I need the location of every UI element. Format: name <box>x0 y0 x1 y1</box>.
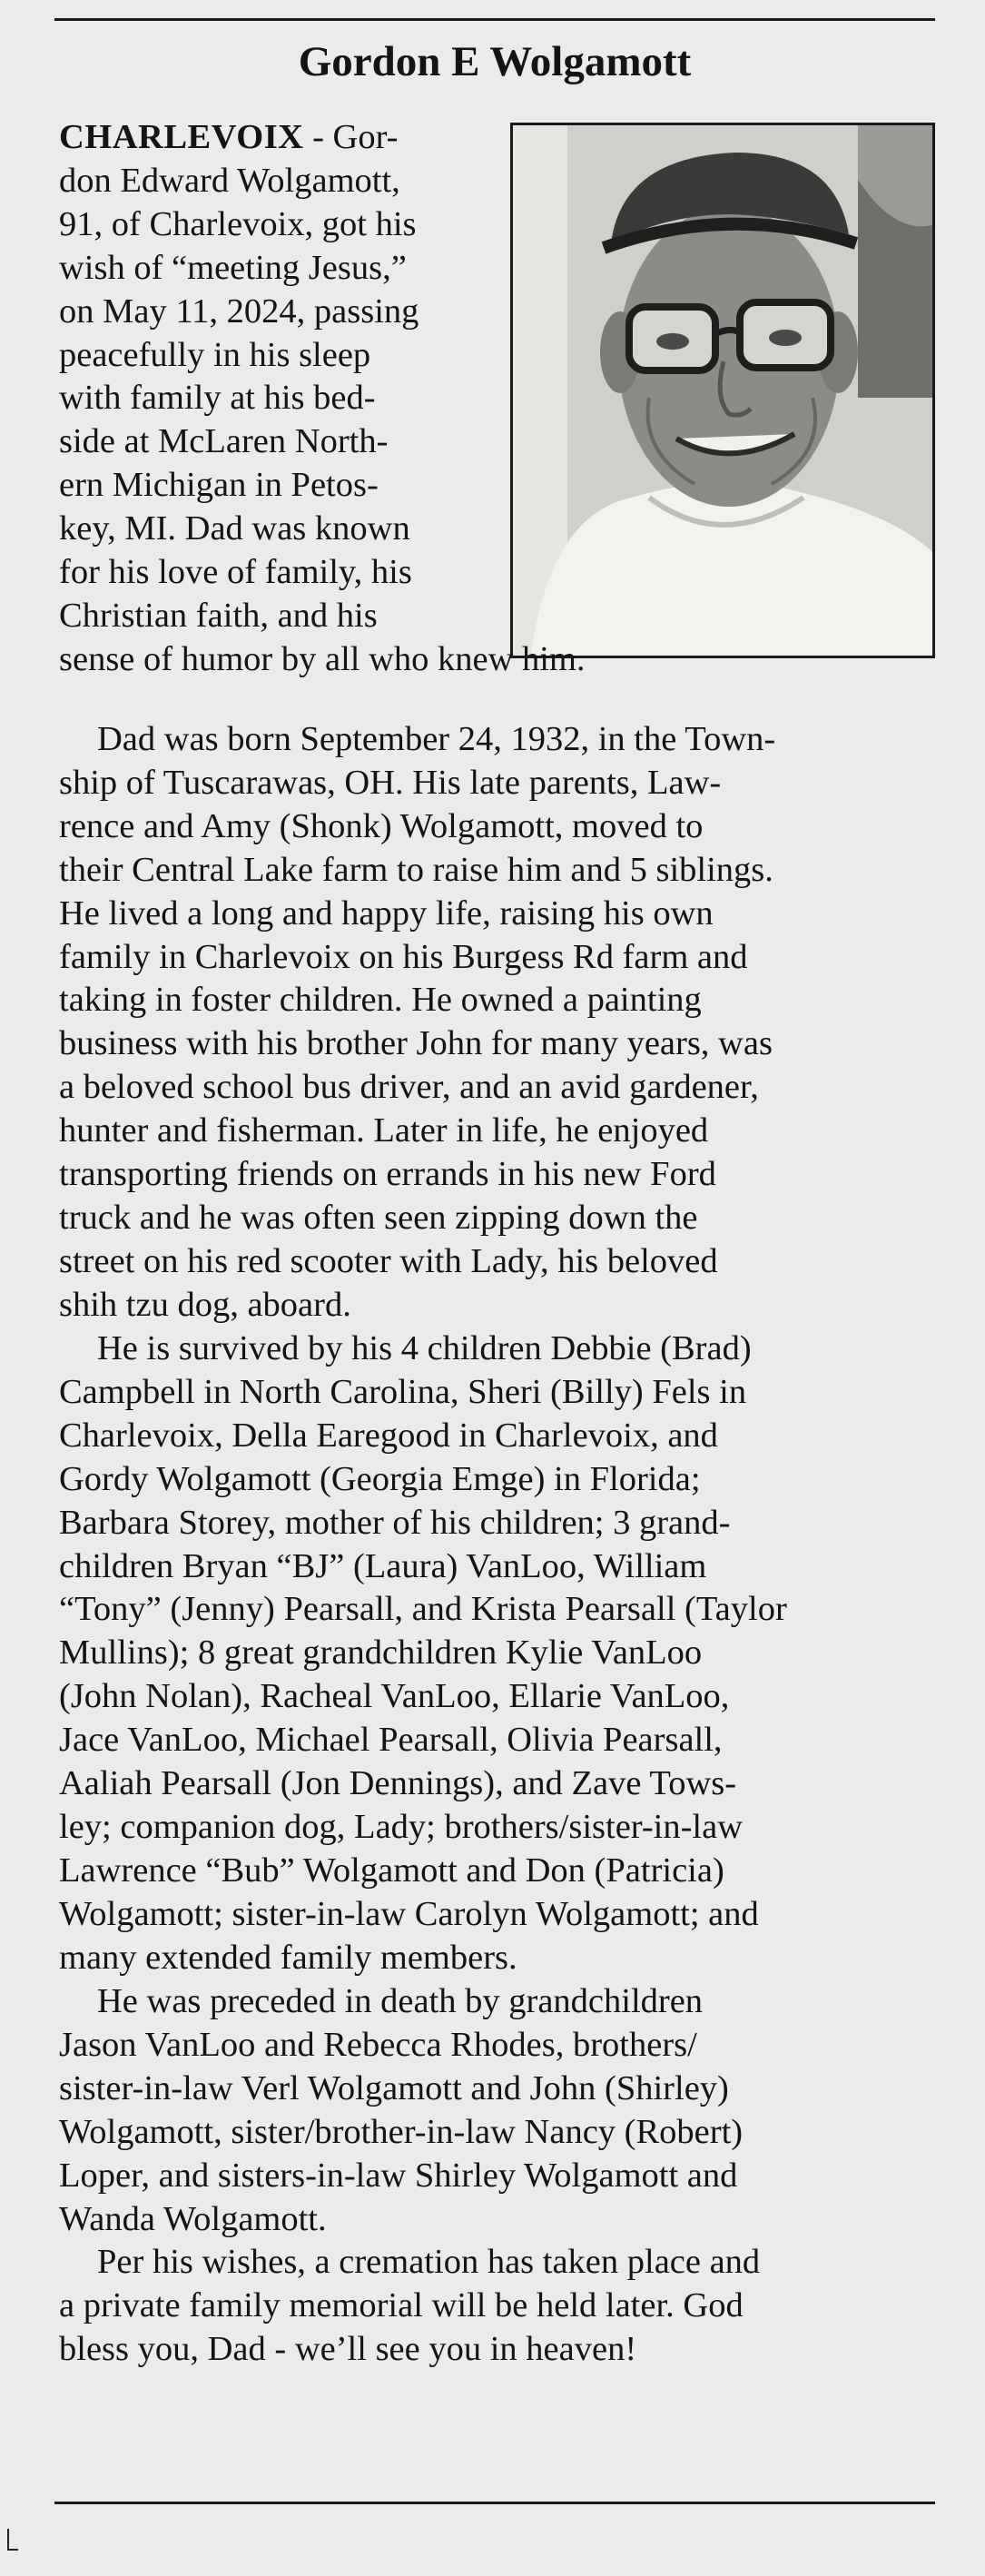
intro-line: on May 11, 2024, passing <box>59 291 419 331</box>
intro-line: - Gor- <box>303 118 399 156</box>
text-line: sister-in-law Verl Wolgamott and John (Shirley) <box>59 2068 729 2107</box>
intro-line: side at McLaren North- <box>59 422 389 461</box>
intro-line: for his love of family, his <box>59 553 412 592</box>
text-line: He was preceded in death by grandchildren <box>97 1982 704 2020</box>
text-line: Wanda Wolgamott. <box>59 2199 327 2238</box>
text-line: Barbara Storey, mother of his children; 3 grand- <box>59 1503 731 1542</box>
text-line: He lived a long and happy life, raising his own <box>59 893 714 933</box>
text-line: children Bryan “BJ” (Laura) VanLoo, William <box>59 1546 707 1585</box>
text-line: family in Charlevoix on his Burgess Rd farm and <box>59 937 748 976</box>
text-line: rence and Amy (Shonk) Wolgamott, moved to <box>59 806 704 845</box>
text-line: ley; companion dog, Lady; brothers/sister-in-law <box>59 1807 744 1846</box>
text-line: Aaliah Pearsall (Jon Dennings), and Zave Tows- <box>59 1764 737 1803</box>
text-line: shih tzu dog, aboard. <box>59 1285 351 1324</box>
intro-line: ern Michigan in Petos- <box>59 466 379 505</box>
text-line: ship of Tuscarawas, OH. His late parents, Law- <box>59 763 722 802</box>
intro-line: key, MI. Dad was known <box>59 509 410 548</box>
text-line: Mullins); 8 great grandchildren Kylie VanLoo <box>59 1633 703 1673</box>
text-line: taking in foster children. He owned a painting <box>59 981 702 1020</box>
text-line: their Central Lake farm to raise him and 5 siblings. <box>59 850 773 889</box>
text-line: truck and he was often seen zipping down the <box>59 1198 698 1237</box>
text-line: Jace VanLoo, Michael Pearsall, Olivia Pearsall, <box>59 1721 723 1760</box>
intro-line: Christian faith, and his <box>59 596 378 635</box>
text-line: bless you, Dad - we’ll see you in heaven! <box>59 2329 637 2368</box>
intro-line: with family at his bed- <box>59 379 376 418</box>
top-rule <box>54 18 935 21</box>
text-line: Wolgamott; sister-in-law Carolyn Wolgamott; and <box>59 1894 759 1933</box>
text-line: “Tony” (Jenny) Pearsall, and Krista Pearsall (Taylor <box>59 1590 787 1629</box>
text-line: business with his brother John for many years, was <box>59 1024 773 1063</box>
paragraph-life <box>59 718 937 1327</box>
text-line: a beloved school bus driver, and an avid gardener, <box>59 1068 759 1107</box>
text-line: Dad was born September 24, 1932, in the Town- <box>97 720 776 758</box>
intro-line: don Edward Wolgamott, <box>59 161 400 200</box>
intro-line: peacefully in his sleep <box>59 335 371 374</box>
text-line: many extended family members. <box>59 1938 517 1977</box>
text-line: Jason VanLoo and Rebecca Rhodes, brothers/ <box>59 2025 697 2064</box>
paragraph-preceded <box>59 1980 937 2241</box>
text-line: Loper, and sisters-in-law Shirley Wolgamott and <box>59 2156 738 2195</box>
text-line: Campbell in North Carolina, Sheri (Billy) Fels in <box>59 1372 747 1411</box>
bottom-rule <box>54 2502 935 2504</box>
text-line: Lawrence “Bub” Wolgamott and Don (Patricia) <box>59 1851 724 1890</box>
text-line: (John Nolan), Racheal VanLoo, Ellarie VanLoo, <box>59 1677 730 1716</box>
intro-line: 91, of Charlevoix, got his <box>59 204 417 243</box>
crop-mark <box>7 2529 18 2551</box>
intro-line: sense of humor by all who knew him. <box>59 639 586 678</box>
text-line: a private family memorial will be held later. God <box>59 2285 744 2324</box>
paragraph-closing <box>59 2241 937 2372</box>
obituary-title: Gordon E Wolgamott <box>298 38 692 85</box>
text-line: street on his red scooter with Lady, his beloved <box>59 1241 718 1280</box>
dateline-location: CHARLEVOIX <box>59 118 304 156</box>
intro-line: wish of “meeting Jesus,” <box>59 248 407 287</box>
text-line: Gordy Wolgamott (Georgia Emge) in Florida; <box>59 1459 701 1498</box>
text-line: He is survived by his 4 children Debbie (Brad) <box>97 1329 752 1367</box>
text-line: Charlevoix, Della Earegood in Charlevoix, and <box>59 1416 718 1455</box>
text-line: transporting friends on errands in his new Ford <box>59 1155 716 1194</box>
text-line: Per his wishes, a cremation has taken place and <box>97 2243 761 2281</box>
text-line: Wolgamott, sister/brother-in-law Nancy (Robert) <box>59 2112 744 2151</box>
paragraph-intro <box>59 116 586 682</box>
paragraph-survivors <box>59 1327 937 1980</box>
text-line: hunter and fisherman. Later in life, he enjoyed <box>59 1111 709 1150</box>
